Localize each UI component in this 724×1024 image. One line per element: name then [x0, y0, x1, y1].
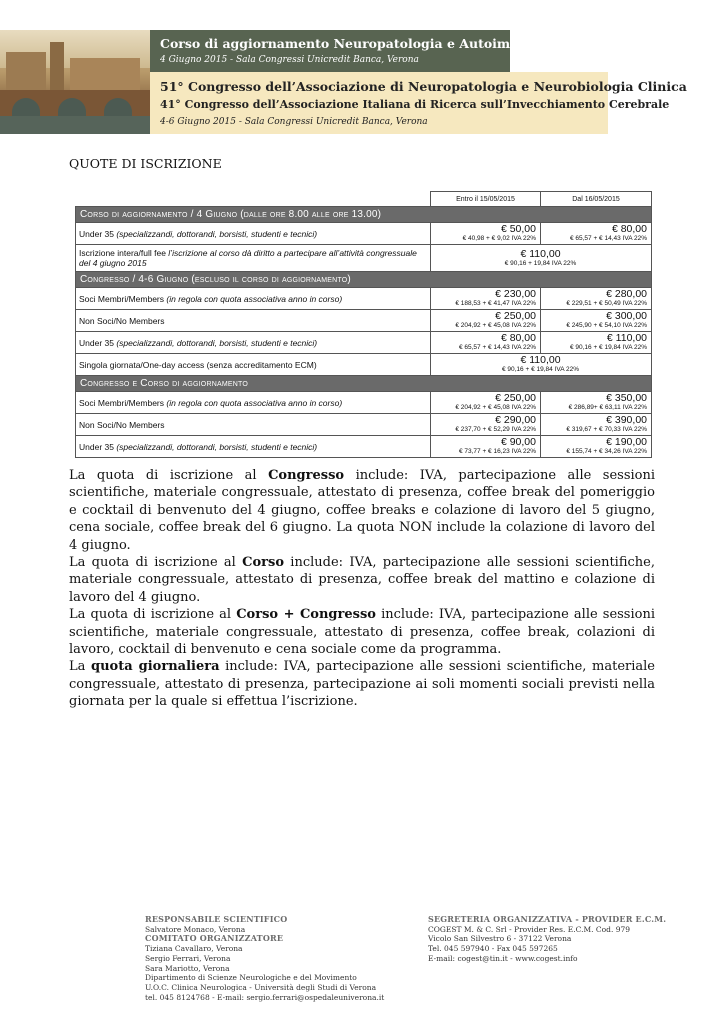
table-section-header: Corso di aggiornamento / 4 Giugno (dalle ore 8.00 alle ore 13.00) [76, 207, 652, 223]
fee-table [75, 191, 652, 458]
course-date: 4 Giugno 2015 - Sala Congressi Unicredit Banca, Verona [160, 55, 419, 65]
table-row: Under 35 (specializzandi, dottorandi, borsisti, studenti e tecnici) € 80,00 € 65,57 + € 14,43 IVA 22% € 110,00 € 90,16 + € 19,84 IVA 22% [76, 332, 652, 354]
congress-title-1: 51° Congresso dell’Associazione di Neuropatologia e Neurobiologia Clinica [160, 79, 687, 94]
paragraph-giornaliera: La quota giornaliera include: IVA, partecipazione alle sessioni scientifiche, materiale congressuale, attestato di presenza, partecipazione ai soli momenti sociali previsti nella giornata per la quale si effettua l’iscrizione. [69, 659, 655, 710]
col-header-late: Dal 16/05/2015 [541, 192, 652, 207]
col-header-early: Entro il 15/05/2015 [431, 192, 541, 207]
congress-date: 4-6 Giugno 2015 - Sala Congressi Unicredit Banca, Verona [160, 117, 428, 127]
price-merged: € 110,00 [520, 247, 561, 260]
paragraph-corso: La quota di iscrizione al Corso include: IVA, partecipazione alle sessioni scientifiche, materiale congressuale, attestato di presenza, coffee break del mattino e colazione di lavoro del 4 giugno. [69, 555, 655, 605]
table-section-header: Congresso / 4-6 Giugno (escluso il corso di aggiornamento) [76, 272, 652, 288]
footer-heading-scientific: RESPONSABILE SCIENTIFICO [145, 914, 288, 924]
paragraph-corso-congresso: La quota di iscrizione al Corso + Congresso include: IVA, partecipazione alle sessioni scientifiche, materiale congressuale, attestato di presenza, coffee break, colazioni di lavoro, cocktail di benvenuto e cena sociale come da programma. [69, 607, 655, 658]
table-row: Iscrizione intera/full fee l’iscrizione al corso dà diritto a partecipare all’attività congressuale del 4 giugno 2015 € 110,00 € 90,16 + 19,84 IVA 22% [76, 245, 652, 272]
table-row: Soci Membri/Members (in regola con quota associativa anno in corso) € 230,00 € 188,53 + € 41,47 IVA 22% € 280,00 € 229,51 + € 50,49 IVA 22% [76, 288, 652, 310]
table-row: Singola giornata/One-day access (senza accreditamento ECM) € 110,00 € 90,16 + € 19,84 IVA 22% [76, 354, 652, 376]
table-section-header: Congresso e Corso di aggiornamento [76, 376, 652, 392]
table-row: Non Soci/No Members € 250,00 € 204,92 + € 45,08 IVA 22% € 300,00 € 245,90 + € 54,10 IVA 22% [76, 310, 652, 332]
table-row: Soci Membri/Members (in regola con quota associativa anno in corso) € 250,00 € 204,92 + € 45,08 IVA 22% € 350,00 € 286,89+ € 63,11 IVA 22% [76, 392, 652, 414]
header-banner [0, 30, 687, 134]
footer-heading-committee: COMITATO ORGANIZZATORE [145, 933, 284, 944]
footer-secretariat: SEGRETERIA ORGANIZZATIVA - PROVIDER E.C.M. COGEST M. & C. Srl - Provider Res. E.C.M. Cod. 979 Vicolo San Silvestro 6 - 37122 Verona Tel. 045 597940 - Fax 045 597265 E-mail: cogest@tin.it - www.cogest.info [428, 914, 667, 963]
price-early: € 50,00 [500, 223, 536, 235]
fee-description [69, 467, 655, 711]
section-title: QUOTE DI ISCRIZIONE [69, 156, 222, 171]
footer-organizers: RESPONSABILE SCIENTIFICO Salvatore Monaco, Verona COMITATO ORGANIZZATORE Tiziana Cavallaro, Verona Sergio Ferrari, Verona Sara Mariotto, Verona Dipartimento di Scienze Neurologiche e del Movimento U.O.C. Clinica Neurologica - Università degli Studi di Verona tel. 045 8124768 - E-mail: sergio.ferrari@ospedaleuniverona.it [145, 915, 405, 1002]
footer-heading-secretariat: SEGRETERIA ORGANIZZATIVA - PROVIDER E.C.M. [428, 914, 667, 924]
price-late: € 80,00 [611, 223, 647, 235]
table-header-row [76, 192, 652, 207]
verona-photo [0, 30, 150, 134]
table-row: Under 35 (specializzandi, dottorandi, borsisti, studenti e tecnici) € 50,00 € 40,98 + € 9,02 IVA 22% € 80,00 € 65,57 + € 14,43 IVA 22% [76, 223, 652, 245]
table-row: Non Soci/No Members € 290,00 € 237,70 + € 52,29 IVA 22% € 390,00 € 319,67 + € 70,33 IVA 22% [76, 414, 652, 436]
congress-title-2: 41° Congresso dell’Associazione Italiana di Ricerca sull’Invecchiamento Cerebrale [160, 98, 670, 111]
table-row: Under 35 (specializzandi, dottorandi, borsisti, studenti e tecnici) € 90,00 € 73,77 + € 16,23 IVA 22% € 190,00 € 155,74 + € 34,26 IVA 22% [76, 436, 652, 458]
course-title: Corso di aggiornamento Neuropatologia e Autoimmunità [160, 36, 561, 51]
congress-header [150, 72, 687, 134]
course-header [150, 30, 561, 72]
paragraph-congresso: La quota di iscrizione al Congresso include: IVA, partecipazione alle sessioni scientifiche, materiale congressuale, attestato di presenza, coffee break del pomeriggio e cocktail di benvenuto del 4 giugno, coffee breaks e colazione di lavoro del 5 giugno, cena sociale, coffee break del 6 giugno. La quota NON include la colazione di lavoro del 4 giugno. [69, 468, 655, 553]
